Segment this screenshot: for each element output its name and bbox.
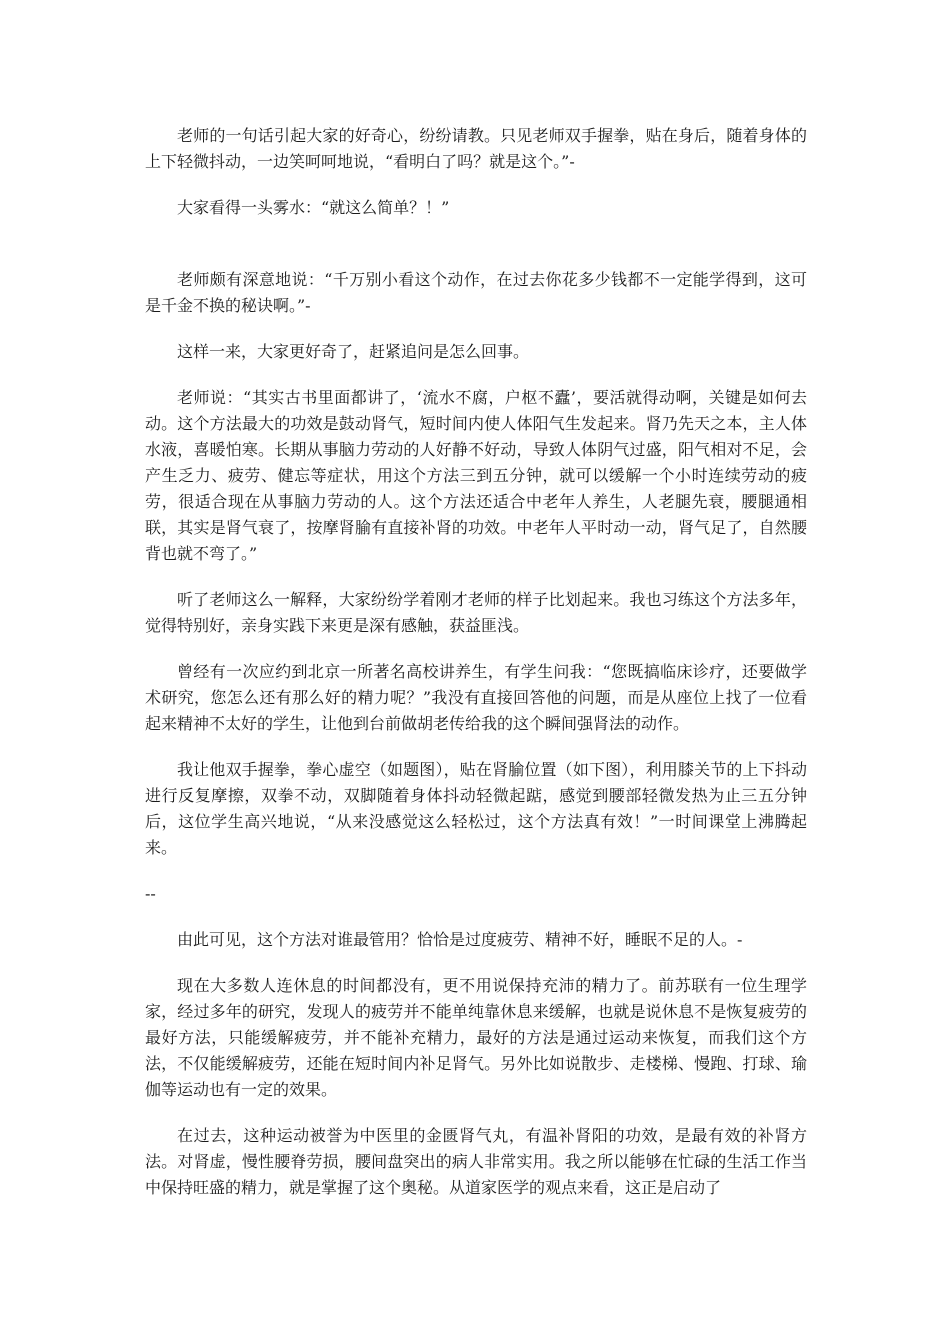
paragraph: 老师说：“其实古书里面都讲了，‘流水不腐，户枢不蠹’，要活就得动啊，关键是如何去动。这个方法最大的功效是鼓动肾气，短时间内使人体阳气生发起来。肾乃先天之本，主人体水液，喜暖怕寒。长期从事脑力劳动的人好静不好动，导致人体阴气过盛，阳气相对不足，会产生乏力、疲劳、健忘等症状，用这个方法三到五分钟，就可以缓解一个小时连续劳动的疲劳，很适合现在从事脑力劳动的人。这个方法还适合中老年人养生，人老腿先衰，腰腿通相联，其实是肾气衰了，按摩肾腧有直接补肾的功效。中老年人平时动一动，肾气足了，自然腰背也就不弯了。” — [145, 388, 807, 563]
paragraph: 大家看得一头雾水：“就这么简单？！” — [177, 198, 450, 217]
paragraph: 老师颇有深意地说：“千万别小看这个动作，在过去你花多少钱都不一定能学得到，这可是千金不换的秘诀啊。”- — [145, 270, 807, 315]
paragraph: 现在大多数人连休息的时间都没有，更不用说保持充沛的精力了。前苏联有一位生理学家，经过多年的研究，发现人的疲劳并不能单纯靠休息来缓解，也就是说休息不是恢复疲劳的最好方法，只能缓解疲劳，并不能补充精力，最好的方法是通过运动来恢复，而我们这个方法，不仅能缓解疲劳，还能在短时间内补足肾气。另外比如说散步、走楼梯、慢跑、打球、瑜伽等运动也有一定的效果。 — [145, 976, 807, 1099]
paragraph: 曾经有一次应约到北京一所著名高校讲养生，有学生问我：“您既搞临床诊疗，还要做学术研究，您怎么还有那么好的精力呢？”我没有直接回答他的问题，而是从座位上找了一位看起来精神不太好的学生，让他到台前做胡老传给我的这个瞬间强肾法的动作。 — [145, 662, 807, 733]
paragraph: 听了老师这么一解释，大家纷纷学着刚才老师的样子比划起来。我也习练这个方法多年，觉得特别好，亲身实践下来更是深有感触，获益匪浅。 — [145, 590, 807, 635]
paragraph: 老师的一句话引起大家的好奇心，纷纷请教。只见老师双手握拳，贴在身后，随着身体的上下轻微抖动，一边笑呵呵地说，“看明白了吗？就是这个。”- — [145, 126, 807, 171]
document-body — [145, 123, 807, 1201]
separator-text: -- — [145, 884, 156, 903]
paragraph: 我让他双手握拳，拳心虚空（如题图），贴在肾腧位置（如下图），利用膝关节的上下抖动进行反复摩擦，双拳不动，双脚随着身体抖动轻微起踮，感觉到腰部轻微发热为止三五分钟后，这位学生高兴地说，“从来没感觉这么轻松过，这个方法真有效！”一时间课堂上沸腾起来。 — [145, 760, 807, 857]
paragraph: 在过去，这种运动被誉为中医里的金匮肾气丸，有温补肾阳的功效，是最有效的补肾方法。对肾虚，慢性腰脊劳损，腰间盘突出的病人非常实用。我之所以能够在忙碌的生活工作当中保持旺盛的精力，就是掌握了这个奥秘。从道家医学的观点来看，这正是启动了 — [145, 1126, 807, 1197]
paragraph: 这样一来，大家更好奇了，赶紧追问是怎么回事。 — [177, 342, 530, 361]
paragraph: 由此可见，这个方法对谁最管用？恰恰是过度疲劳、精神不好，睡眠不足的人。- — [177, 930, 743, 949]
